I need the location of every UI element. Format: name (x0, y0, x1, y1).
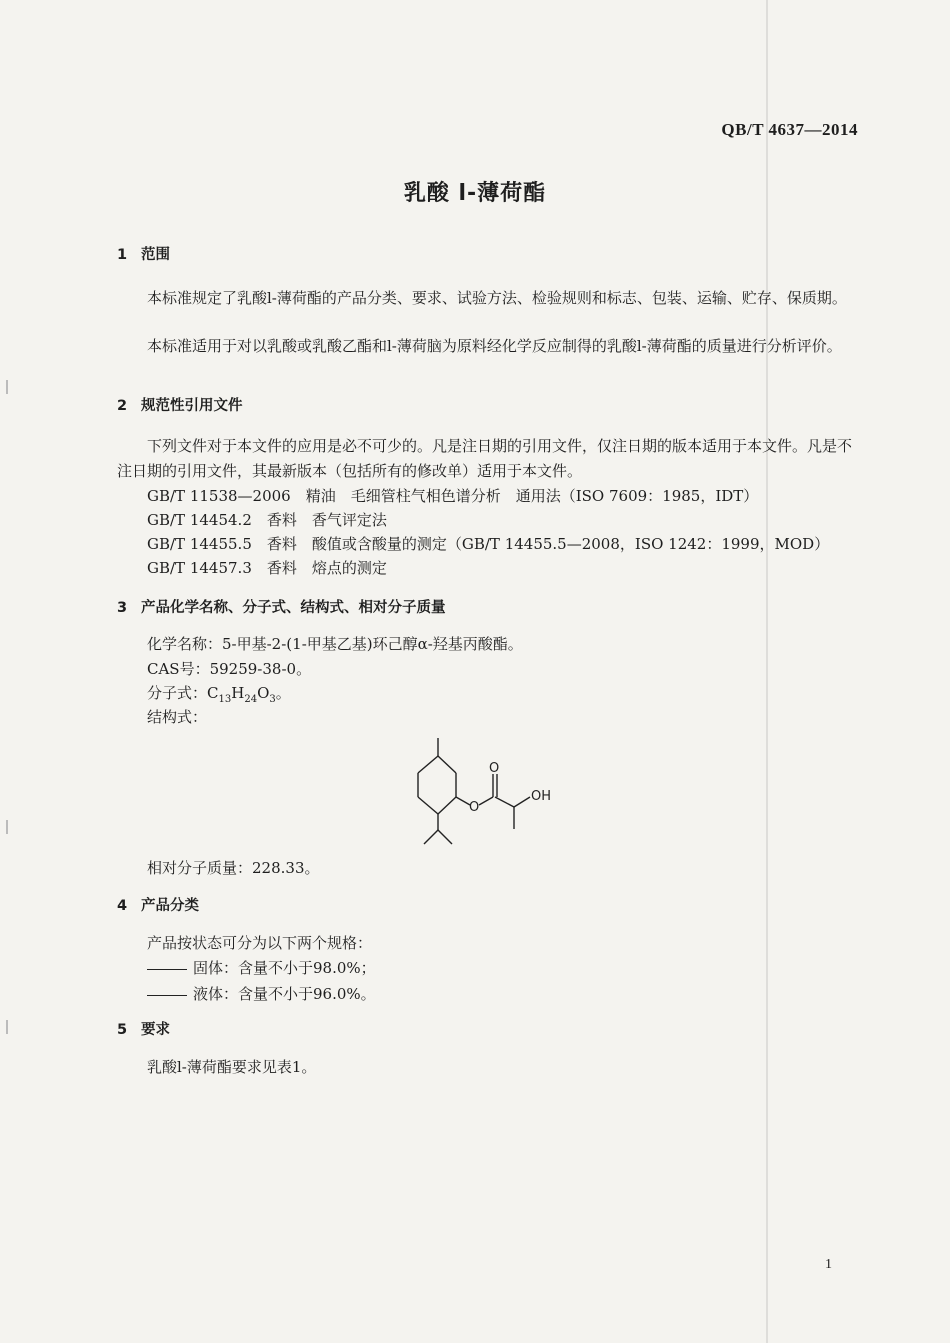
ref-item: GB/T 14457.3 香料 熔点的测定 (147, 559, 387, 577)
page-number: 1 (825, 1257, 832, 1272)
ref-item: GB/T 14455.5 香料 酸值或含酸量的测定（GB/T 14455.5—2008，ISO 1242：1999，MOD） (147, 535, 830, 553)
scope-paragraph: 本标准规定了乳酸l-薄荷酯的产品分类、要求、试验方法、检验规则和标志、包装、运输、贮存、保质期。 (147, 289, 847, 307)
refs-intro: 下列文件对于本文件的应用是必不可少的。凡是注日期的引用文件，仅注日期的版本适用于本文件。凡是不注日期的引用文件，其最新版本（包括所有的修改单）适用于本文件。 (117, 437, 853, 480)
section-title: 范围 (141, 247, 170, 263)
section-heading (117, 1018, 170, 1039)
scope-paragraph: 本标准适用于对以乳酸或乳酸乙酯和l-薄荷脑为原料经化学反应制得的乳酸l-薄荷酯的质量进行分析评价。 (147, 337, 842, 355)
scan-mark (6, 1020, 8, 1034)
section-heading (117, 394, 243, 415)
class-item: 液体：含量不小于96.0%。 (147, 983, 376, 1004)
ref-item: GB/T 11538—2006 精油 毛细管柱气相色谱分析 通用法（ISO 7609：1985，IDT） (147, 487, 759, 505)
requirements-text: 乳酸l-薄荷酯要求见表1。 (147, 1058, 317, 1076)
section-heading (117, 596, 446, 617)
molecular-formula: 分子式：$C_{13}H_{24}O_3$。 (147, 684, 291, 705)
section-heading (117, 243, 170, 264)
section-title: 产品化学名称、分子式、结构式、相对分子质量 (141, 600, 446, 616)
standard-code: QB/T 4637—2014 (721, 120, 858, 139)
scan-mark (6, 380, 8, 394)
oxygen-label: O (489, 761, 500, 776)
section-title: 要求 (141, 1022, 170, 1038)
ester-oxygen-label: O (469, 800, 480, 815)
chemical-name: 化学名称：5-甲基-2-(1-甲基乙基)环己醇α-羟基丙酸酯。 (147, 635, 523, 653)
section-title: 规范性引用文件 (141, 398, 243, 414)
scan-mark (6, 820, 8, 834)
section-number: 5 (117, 1022, 128, 1038)
ref-item: GB/T 14454.2 香料 香气评定法 (147, 511, 387, 529)
section-heading (117, 894, 199, 915)
hydroxyl-label: OH (531, 789, 552, 804)
classes-intro: 产品按状态可分为以下两个规格： (147, 934, 373, 952)
section-number: 4 (117, 898, 128, 914)
structural-formula (400, 730, 580, 855)
section-title: 产品分类 (141, 898, 199, 914)
section-number: 3 (117, 600, 128, 616)
section-number: 2 (117, 398, 128, 414)
structure-label: 结构式： (147, 708, 208, 726)
cas-number: CAS号：59259-38-0。 (147, 660, 312, 678)
molecular-mass: 相对分子质量：228.33。 (147, 859, 320, 877)
section-number: 1 (117, 247, 128, 263)
document-title: 乳酸 l-薄荷酯 (403, 181, 547, 206)
class-item: 固体：含量不小于98.0%； (147, 957, 376, 978)
